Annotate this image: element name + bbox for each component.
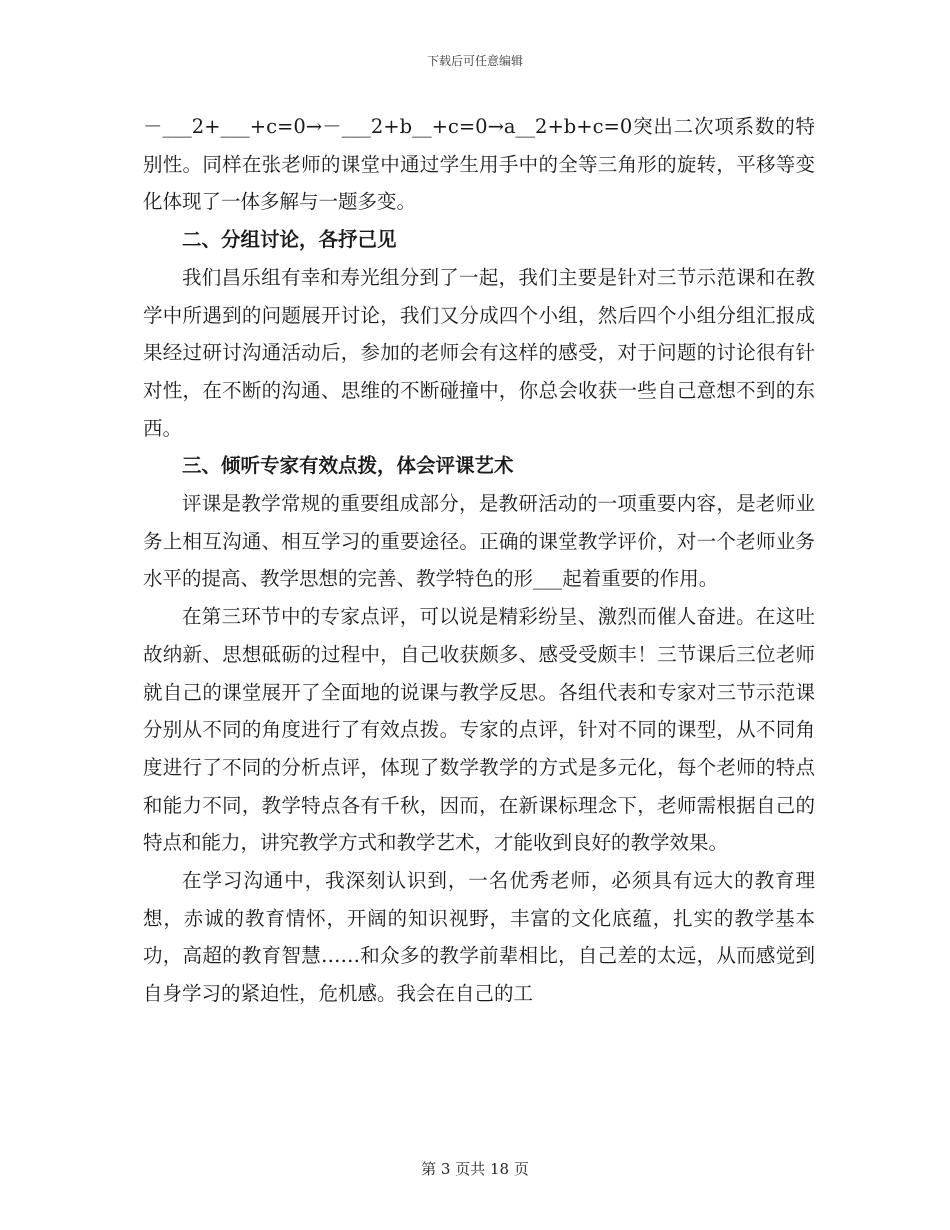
document-body xyxy=(143,108,815,1013)
page-footer: 第 3 页共 18 页 xyxy=(421,1160,529,1178)
paragraph-5: 在学习沟通中，我深刻认识到，一名优秀老师，必须具有远大的教育理想，赤诚的教育情怀，开阔的知识视野，丰富的文化底蕴，扎实的教学基本功，高超的教育智慧……和众多的教学前辈相比，自己差的太远，从而感觉到自身学习的紧迫性，危机感。我会在自己的工 xyxy=(143,869,815,1006)
section-heading-3: 三、倾听专家有效点拨，体会评课艺术 xyxy=(182,454,514,478)
section-heading-2: 二、分组讨论，各抒己见 xyxy=(182,228,397,252)
paragraph-4: 在第三环节中的专家点评，可以说是精彩纷呈、激烈而催人奋进。在这吐故纳新、思想砥砺的过程中，自己收获颇多、感受受颇丰！三节课后三位老师就自己的课堂展开了全面地的说课与教学反思。各组代表和专家对三节示范课分别从不同的角度进行了有效点拨。专家的点评，针对不同的课型，从不同角度进行了不同的分析点评，体现了数学教学的方式是多元化，每个老师的特点和能力不同，教学特点各有千秋，因而，在新课标理念下，老师需根据自己的特点和能力，讲究教学方式和教学艺术，才能收到良好的教学效果。 xyxy=(143,605,815,855)
page-header: 下载后可任意编辑 xyxy=(426,54,523,68)
paragraph-1: －___2+___+c=0→－___2+b__+c=0→a__2+b+c=0突出二次项系数的特别性。同样在张老师的课堂中通过学生用手中的全等三角形的旋转，平移等变化体现了一体多解与一题多变。 xyxy=(143,115,815,214)
paragraph-2: 我们昌乐组有幸和寿光组分到了一起，我们主要是针对三节示范课和在教学中所遇到的问题展开讨论，我们又分成四个小组，然后四个小组分组汇报成果经过研讨沟通活动后，参加的老师会有这样的感受，对于问题的讨论很有针对性，在不断的沟通、思维的不断碰撞中，你总会收获一些自己意想不到的东西。 xyxy=(143,265,815,440)
paragraph-3: 评课是教学常规的重要组成部分，是教研活动的一项重要内容，是老师业务上相互沟通、相互学习的重要途径。正确的课堂教学评价，对一个老师业务水平的提高、教学思想的完善、教学特色的形___起着重要的作用。 xyxy=(143,492,815,591)
